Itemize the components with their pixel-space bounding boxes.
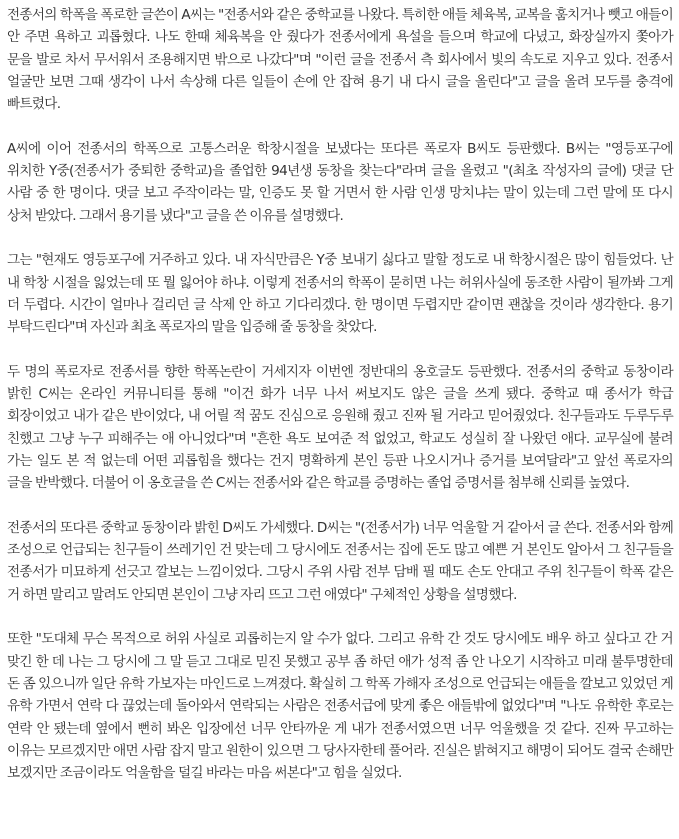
paragraph-c-defense: 두 명의 폭로자로 전종서를 향한 학폭논란이 거세지자 이번엔 정반대의 옹호글도 등판했다. 전종서의 중학교 동창이라 밝힌 C씨는 온라인 커뮤니티를 통해 "이건 화가 너무 나서 써보지도 않은 글을 쓰게 됐다. 중학교 때 종서가 학급 회장이었고 내가 같은 반이었다, 내 어릴 적 꿈도 진심으로 응원해 줬고 진짜 될 거라고 믿어줬었다. 친구들과도 두루두루 친했고 그냥 누구 피해주는 애 아니었다"며 "흔한 욕도 보여준 적 없었고, 학교도 성실히 잘 나왔던 애다. 교무실에 불려 가는 일도 본 적 없는데 어떤 괴롭힘을 했다는 건지 명확하게 본인 등판 나오시거나 증거를 보여달라"고 앞선 폭로자의 글을 반박했다. 더불어 이 옹호글을 쓴 C씨는 전종서와 같은 학교를 증명하는 졸업 증명서를 첨부해 신뢰를 높였다. (7, 363, 673, 492)
paragraph-a-allegation: 전종서의 학폭을 폭로한 글쓴이 A씨는 "전종서와 같은 중학교를 나왔다. 특히한 애들 체육복, 교복을 훔치거나 뺏고 애들이 안 주면 욕하고 괴롭혔다. 나도 한때 체육복을 안 줬다가 전종서에게 욕설을 들으며 학교에 다녔고, 화장실까지 쫓아가 문을 발로 차서 무서워서 조용해지면 밖으로 나갔다"며 "이런 글을 전종서 측 회사에서 빛의 속도로 지우고 있다. 전종서 얼굴만 보면 그때 생각이 나서 속상해 다른 일들이 손에 안 잡혀 용기 내 다시 글을 올린다"고 글을 올려 모두를 충격에 빠트렸다. (7, 7, 673, 113)
paragraph-d-defense: 전종서의 또다른 중학교 동창이라 밝힌 D씨도 가세했다. D씨는 "(전종서가) 너무 억울할 거 같아서 글 쓴다. 전종서와 함께 조성으로 언급되는 친구들이 쓰레기인 건 맞는데 그 당시에도 전종서는 집에 돈도 많고 예쁜 거 본인도 알아서 그 친구들을 전종서가 미묘하게 선긋고 깔보는 느낌이었다. 그당시 주위 사람 전부 담배 필 때도 손도 안대고 주위 친구들이 학폭 같은 거 하면 말리고 말려도 안되면 본인이 그냥 자리 뜨고 그런 애였다" 구체적인 상황을 설명했다. (7, 519, 674, 603)
paragraph-b-quote: 그는 "현재도 영등포구에 거주하고 있다. 내 자식만큼은 Y중 보내기 싫다고 말할 정도로 내 학창시절은 많이 힘들었다. 난 내 학창 시절을 잃었는데 또 뭘 잃어야 하냐. 이렇게 전종서의 학폭이 묻히면 나는 허위사실에 동조한 사람이 될까봐 그게 더 두렵다. 시간이 얼마나 걸리던 글 삭제 안 하고 기다리겠다. 한 명이면 두렵지만 같이면 괜찮을 것이라 생각한다. 용기 부탁드린다"며 자신과 최초 폭로자의 말을 입증해 줄 동창을 찾았다. (7, 252, 673, 336)
paragraph-d-quote: 또한 "도대체 무슨 목적으로 허위 사실로 괴롭히는지 알 수가 없다. 그리고 유학 간 것도 당시에도 배우 하고 싶다고 간 거 맞긴 한 데 나는 그 당시에 그 말 듣고 그대로 믿진 못했고 공부 좀 하던 애가 성적 좀 안 나오기 시작하고 미래 불투명한데 돈 좀 있으니까 일단 유학 가보자는 마인드로 느껴졌다. 확실히 그 학폭 가해자 조성으로 언급되는 애들을 깔보고 있었던 게 유학 가면서 연락 다 끊었는데 돌아와서 연락되는 사람은 전종서급에 맞게 좋은 애들밖에 없었다"며 "나도 유학한 후로는 연락 안 됐는데 옆에서 뻔히 봐온 입장에선 너무 안타까운 게 내가 전종서였으면 너무 억울했을 것 같다. 진짜 무고하는 이유는 모르겠지만 애먼 사람 잡지 말고 원한이 있으면 그 당사자한테 풀어라. 진실은 밝혀지고 해명이 되어도 결국 손해만 보겠지만 조금이라도 억울함을 덜길 바라는 마음 써본다"고 힘을 실었다. (7, 631, 673, 782)
article-body (7, 4, 673, 784)
paragraph-b-allegation: A씨에 이어 전종서의 학폭으로 고통스러운 학창시절을 보냈다는 또다른 폭로자 B씨도 등판했다. B씨는 "영등포구에 위치한 Y중(전종서가 중퇴한 중학교)을 졸업한 94년생 동창을 찾는다"라며 글을 올렸고 "(최초 작성자의 글에) 댓글 단 사람 중 한 명이다. 댓글 보고 주작이라는 말, 인증도 못 할 거면서 한 사람 인생 망치냐는 말이 있는데 그런 말에 또 다시 상처 받았다. 그래서 용기를 냈다"고 글을 쓴 이유를 설명했다. (7, 140, 673, 224)
